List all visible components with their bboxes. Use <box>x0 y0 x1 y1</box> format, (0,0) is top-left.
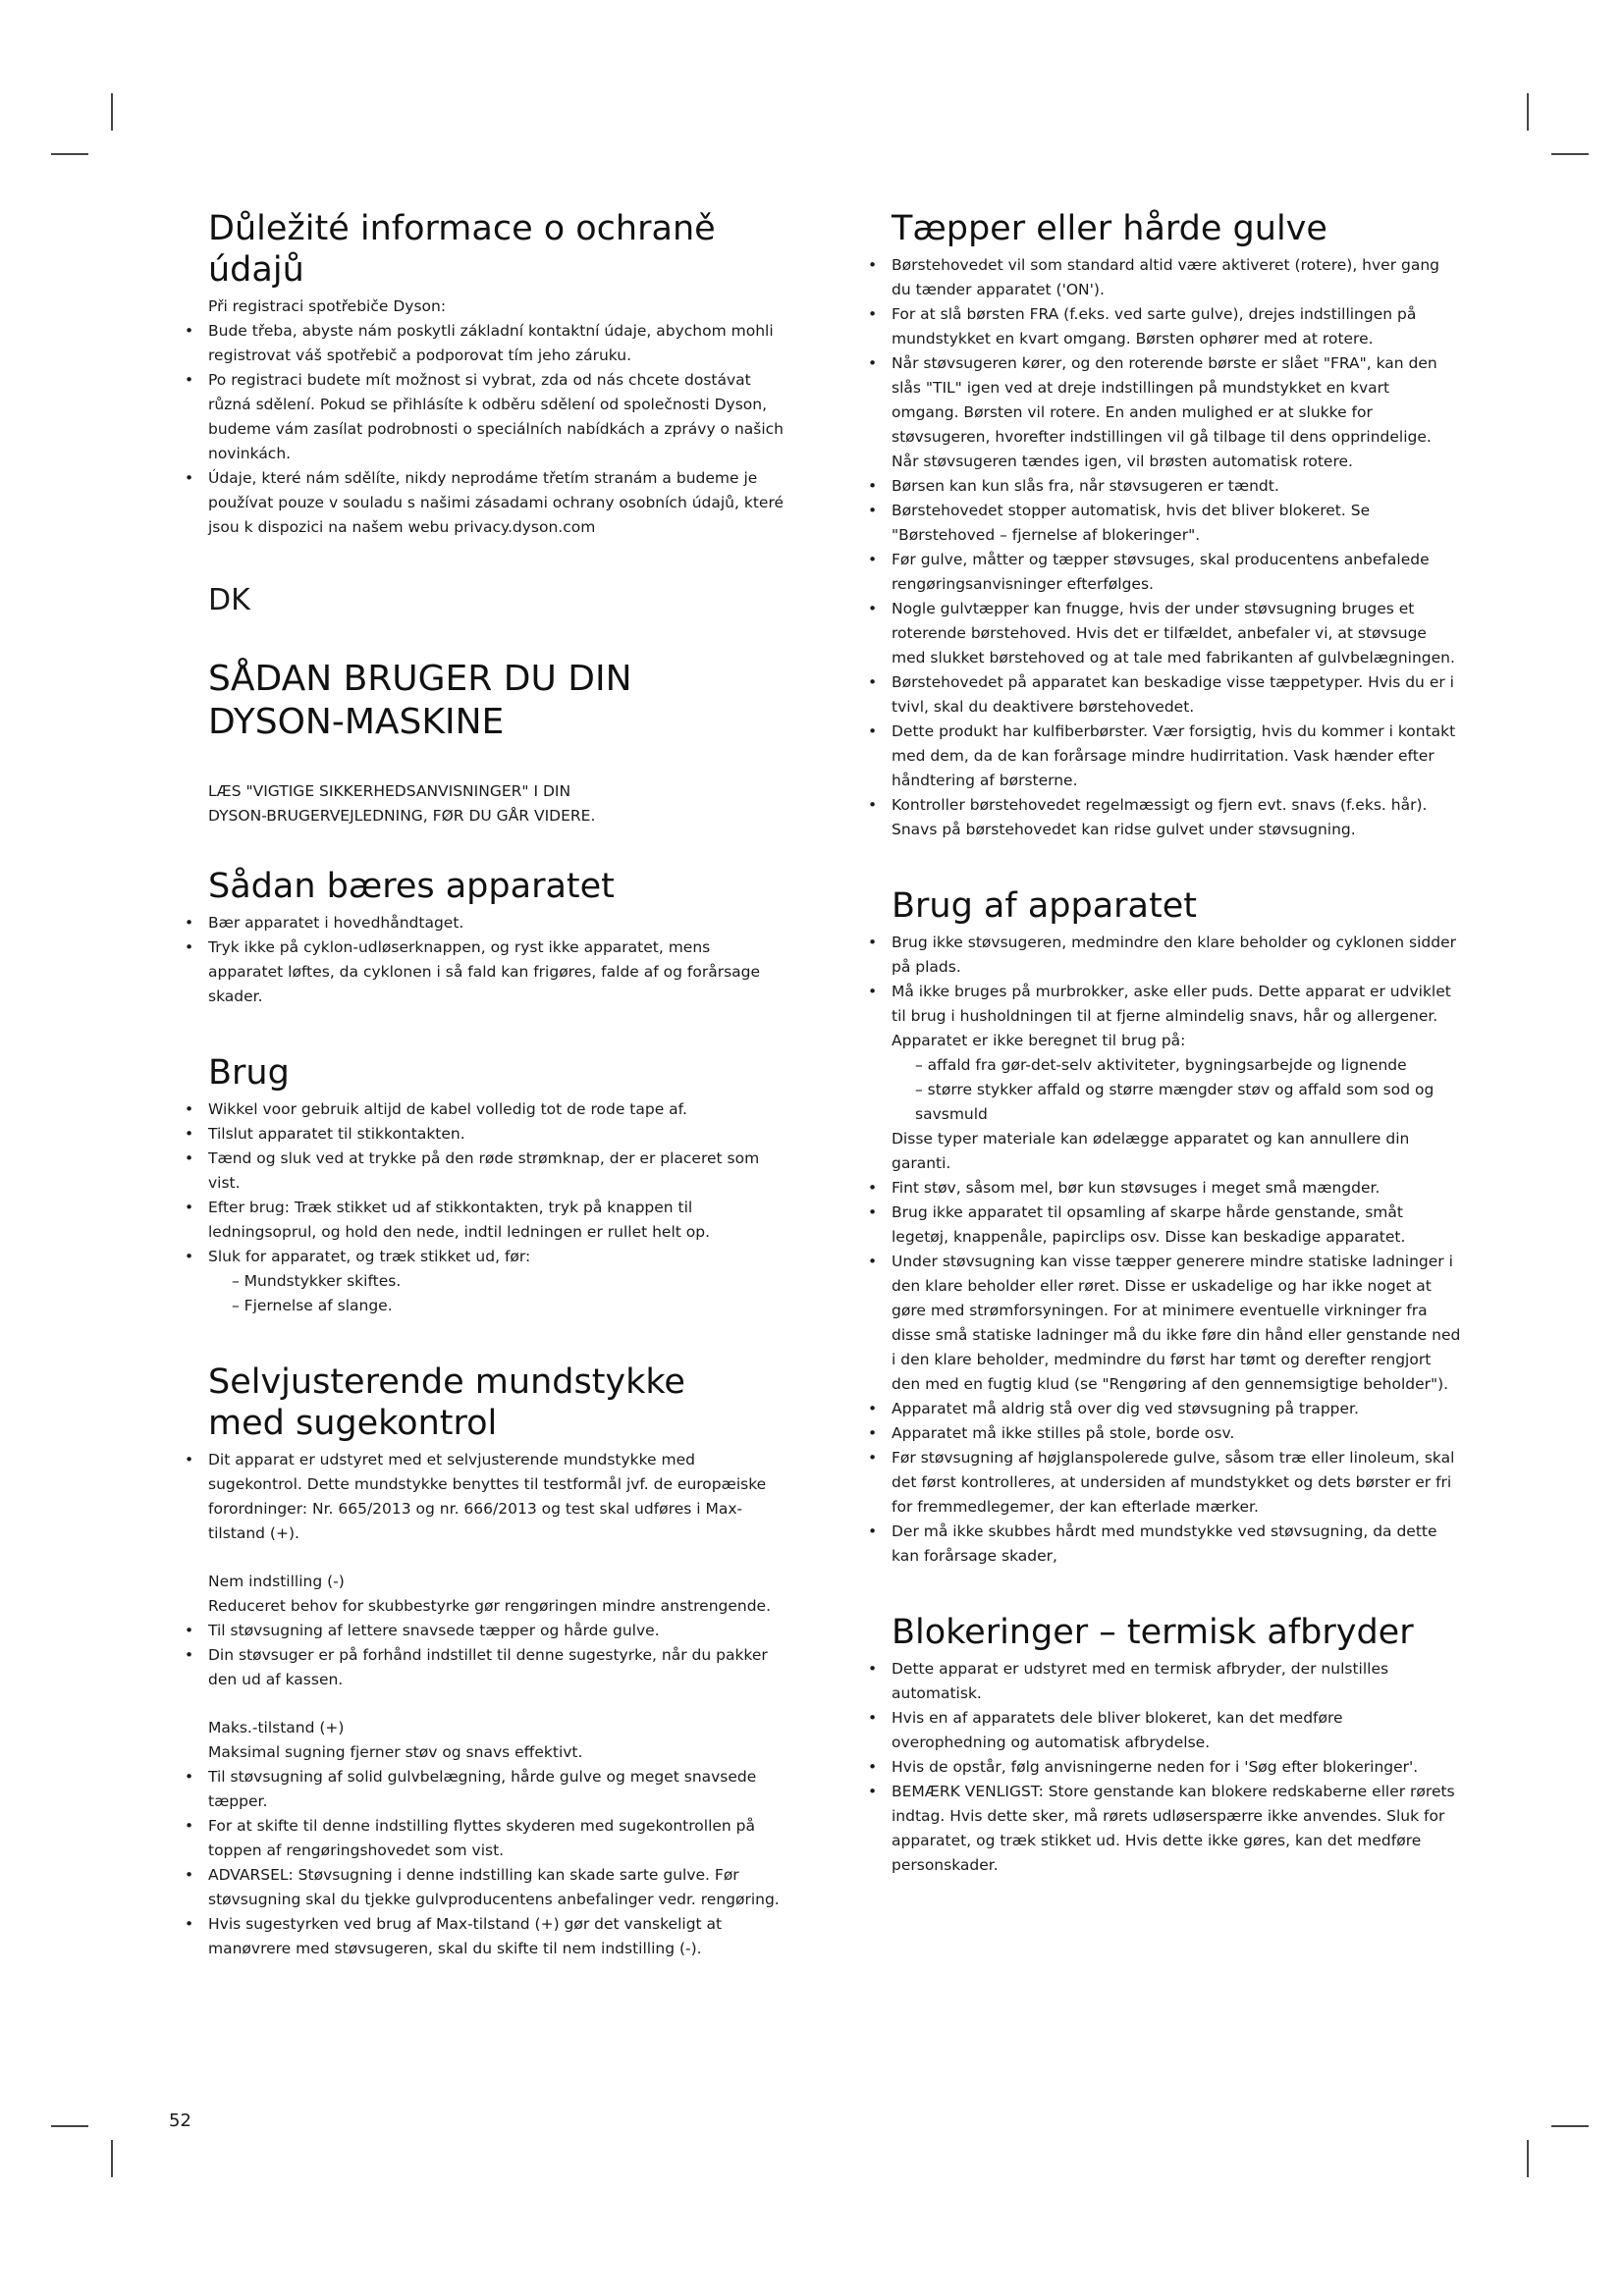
right-column <box>852 208 1461 1878</box>
list-item: • Børstehovedet stopper automatisk, hvis det bliver blokeret. Se "Børstehoved – fjernelse af blokeringer". <box>852 499 1461 548</box>
blockages-title: Blokeringer – termisk afbryder <box>892 1613 1414 1652</box>
list-item: • Apparatet må aldrig stå over dig ved støvsugning på trapper. <box>852 1397 1461 1421</box>
crop-mark <box>1527 93 1529 131</box>
list-item: • Må ikke bruges på murbrokker, aske eller puds. Dette apparat er udviklet til brug i husholdningen til at fjerne almindelig snavs, hår og allergener. Apparatet er ikke beregnet til brug på: <box>852 980 1461 1053</box>
appliance-use-list-more <box>852 1176 1461 1569</box>
carry-list <box>169 911 787 1009</box>
crop-mark <box>1527 2140 1529 2177</box>
safety-warning <box>208 779 787 828</box>
max-mode-text: Maksimal sugning fjerner støv og snavs effektivt. <box>208 1743 583 1761</box>
title-line: med sugekontrol <box>208 1404 498 1443</box>
blockages-list <box>852 1657 1461 1878</box>
sub-item: – affald fra gør-det-selv aktiviteter, bygningsarbejde og lignende <box>915 1056 1407 1074</box>
crop-mark <box>111 2140 113 2177</box>
warning-line: DYSON-BRUGERVEJLEDNING, FØR DU GÅR VIDERE. <box>208 807 596 825</box>
low-mode-text: Reduceret behov for skubbestyrke gør rengøringen mindre anstrengende. <box>208 1597 772 1615</box>
list-item: • Der må ikke skubbes hårdt med mundstykke ved støvsugning, da dette kan forårsage skader, <box>852 1520 1461 1569</box>
use-section <box>169 1052 787 1318</box>
self-adjusting-section <box>169 1362 787 1961</box>
privacy-section <box>169 208 787 540</box>
list-item: • For at slå børsten FRA (f.eks. ved sarte gulve), drejes indstillingen på mundstykket en kvart omgang. Børsten ophører med at rotere. <box>852 302 1461 351</box>
list-item: • Børstehovedet på apparatet kan beskadige visse tæppetyper. Hvis du er i tvivl, skal du deaktivere børstehovedet. <box>852 670 1461 720</box>
appliance-use-list <box>852 931 1461 1053</box>
list-item: • Dette apparat er udstyret med en termisk afbryder, der nulstilles automatisk. <box>852 1657 1461 1706</box>
list-item: • Dit apparat er udstyret med et selvjusterende mundstykke med sugekontrol. Dette mundstykke benyttes til testformål jvf. de europæiske forordninger: Nr. 665/2013 og nr. 666/2013 og test skal udføres i Max-tilstand (+). <box>169 1448 787 1546</box>
low-mode-list <box>169 1619 787 1692</box>
max-mode-list <box>169 1765 787 1961</box>
low-mode-heading: Nem indstilling (-) <box>208 1573 345 1590</box>
list-item: • Til støvsugning af solid gulvbelægning, hårde gulve og meget snavsede tæpper. <box>169 1765 787 1814</box>
list-item: • Din støvsuger er på forhånd indstillet til denne sugestyrke, når du pakker den ud af kassen. <box>169 1643 787 1692</box>
main-title <box>208 658 787 744</box>
list-item: • Nogle gulvtæpper kan fnugge, hvis der under støvsugning bruges et roterende børstehoved. Hvis det er tilfældet, anbefaler vi, at støvsuge med slukket børstehoved og at tale med fabrikanten af gulvbelægningen. <box>852 597 1461 670</box>
carpets-section <box>852 208 1461 842</box>
list-item: • Under støvsugning kan visse tæpper generere mindre statiske ladninger i den klare beholder eller røret. Disse er uskadelige og har ikke noget at gøre med strømforsyningen. For at minimere eventuelle virkninger fra disse små statiske ladninger må du ikke føre din hånd eller genstande ned i den klare beholder, medmindre du først har tømt og derefter rengjort den med en fugtig klud (se "Rengøring af den gennemsigtige beholder"). <box>852 1250 1461 1397</box>
list-item: • Údaje, které nám sdělíte, nikdy neprodáme třetím stranám a budeme je používat pouze v souladu s našimi zásadami ochrany osobních údajů, které jsou k dispozici na našem webu privacy.dyson.com <box>169 466 787 540</box>
list-item: • Før gulve, måtter og tæpper støvsuges, skal producentens anbefalede rengøringsanvisninger efterfølges. <box>852 548 1461 597</box>
list-item: • Før støvsugning af højglanspolerede gulve, såsom træ eller linoleum, skal det først kontrolleres, at undersiden af mundstykket og dets børster er fri for fremmedlegemer, der kan efterlade mærker. <box>852 1446 1461 1520</box>
list-item: • Wikkel voor gebruik altijd de kabel volledig tot de rode tape af. <box>169 1097 787 1122</box>
privacy-title: Důležité informace o ochraně údajů <box>208 209 716 290</box>
country-code: DK <box>208 583 250 617</box>
crop-mark <box>51 2125 88 2127</box>
use-title: Brug <box>208 1053 290 1093</box>
list-item: • Efter brug: Træk stikket ud af stikkontakten, tryk på knappen til ledningsoprul, og hold den nede, indtil ledningen er rullet helt op. <box>169 1196 787 1245</box>
list-item: • Sluk for apparatet, og træk stikket ud, før: <box>169 1245 787 1269</box>
self-adjusting-list <box>169 1448 787 1546</box>
page-number: 52 <box>169 2110 191 2131</box>
list-item: • Til støvsugning af lettere snavsede tæpper og hårde gulve. <box>169 1619 787 1643</box>
title-line: Selvjusterende mundstykke <box>208 1362 685 1402</box>
list-item: • Hvis de opstår, følg anvisningerne neden for i 'Søg efter blokeringer'. <box>852 1755 1461 1780</box>
list-item: • Brug ikke apparatet til opsamling af skarpe hårde genstande, småt legetøj, knappenåle, papirclips osv. Disse kan beskadige apparatet. <box>852 1201 1461 1250</box>
note-text: Disse typer materiale kan ødelægge apparatet og kan annullere din garanti. <box>892 1130 1410 1172</box>
crop-mark <box>1551 153 1589 155</box>
list-item: • Børstehovedet vil som standard altid være aktiveret (rotere), hver gang du tænder apparatet ('ON'). <box>852 253 1461 302</box>
list-item: • ADVARSEL: Støvsugning i denne indstilling kan skade sarte gulve. Før støvsugning skal du tjekke gulvproducentens anbefalinger vedr. rengøring. <box>169 1863 787 1912</box>
max-mode-heading: Maks.-tilstand (+) <box>208 1719 345 1736</box>
main-title-line: DYSON-MASKINE <box>208 702 505 742</box>
list-item: • Børsen kan kun slås fra, når støvsugeren er tændt. <box>852 474 1461 499</box>
crop-mark <box>111 93 113 131</box>
carpets-title: Tæpper eller hårde gulve <box>892 209 1327 248</box>
list-item: • Po registraci budete mít možnost si vybrat, zda od nás chcete dostávat různá sdělení. Pokud se přihlásíte k odběru sdělení od společnosti Dyson, budeme vám zasílat podrobnosti o speciálních nabídkách a zprávy o našich novinkách. <box>169 368 787 466</box>
list-item: • Apparatet må ikke stilles på stole, borde osv. <box>852 1421 1461 1446</box>
carpets-list <box>852 253 1461 842</box>
sub-item: – større stykker affald og større mængder støv og affald som sod og savsmuld <box>915 1081 1435 1123</box>
list-item: • Dette produkt har kulfiberbørster. Vær forsigtig, hvis du kommer i kontakt med dem, da de kan forårsage mindre hudirritation. Vask hænder efter håndtering af børsterne. <box>852 720 1461 793</box>
list-item: • Hvis en af apparatets dele bliver blokeret, kan det medføre overophedning og automatisk afbrydelse. <box>852 1706 1461 1755</box>
carry-section <box>169 866 787 1009</box>
blockages-section <box>852 1612 1461 1878</box>
left-column <box>169 208 787 1961</box>
appliance-use-title: Brug af apparatet <box>892 886 1197 926</box>
list-item: • Når støvsugeren kører, og den roterende børste er slået "FRA", kan den slås "TIL" igen ved at dreje indstillingen på mundstykket en kvart omgang. Børsten vil rotere. En anden mulighed er at slukke for støvsugeren, hvorefter indstillingen vil gå tilbage til dens opprindelige. Når støvsugeren tændes igen, vil brøsten automatisk rotere. <box>852 351 1461 474</box>
privacy-list <box>169 319 787 540</box>
sub-item: – Mundstykker skiftes. <box>232 1272 402 1290</box>
crop-mark <box>1551 2125 1589 2127</box>
list-item: • Bude třeba, abyste nám poskytli základní kontaktní údaje, abychom mohli registrovat váš spotřebič a podporovat tím jeho záruku. <box>169 319 787 368</box>
main-title-line: SÅDAN BRUGER DU DIN <box>208 659 632 699</box>
list-item: • Tryk ikke på cyklon-udløserknappen, og ryst ikke apparatet, mens apparatet løftes, da cyklonen i så fald kan frigøres, falde af og forårsage skader. <box>169 935 787 1009</box>
list-item: • Tilslut apparatet til stikkontakten. <box>169 1122 787 1147</box>
crop-mark <box>51 153 88 155</box>
list-item: • Hvis sugestyrken ved brug af Max-tilstand (+) gør det vanskeligt at manøvrere med støvsugeren, skal du skifte til nem indstilling (-). <box>169 1912 787 1961</box>
list-item: • Fint støv, såsom mel, bør kun støvsuges i meget små mængder. <box>852 1176 1461 1201</box>
list-item: • BEMÆRK VENLIGST: Store genstande kan blokere redskaberne eller rørets indtag. Hvis dette sker, må rørets udløserspærre ikke anvendes. Sluk for apparatet, og træk stikket ud. Hvis dette ikke gøres, kan det medføre personskader. <box>852 1780 1461 1878</box>
list-item: • For at skifte til denne indstilling flyttes skyderen med sugekontrollen på toppen af rengøringshovedet som vist. <box>169 1814 787 1863</box>
use-list <box>169 1097 787 1269</box>
appliance-use-section <box>852 885 1461 1569</box>
list-item: • Tænd og sluk ved at trykke på den røde strømknap, der er placeret som vist. <box>169 1147 787 1196</box>
carry-title: Sådan bæres apparatet <box>208 867 615 906</box>
list-item: • Bær apparatet i hovedhåndtaget. <box>169 911 787 935</box>
privacy-intro: Při registraci spotřebiče Dyson: <box>208 297 447 315</box>
list-item: • Brug ikke støvsugeren, medmindre den klare beholder og cyklonen sidder på plads. <box>852 931 1461 980</box>
self-adjusting-title <box>208 1362 787 1444</box>
list-item: • Kontroller børstehovedet regelmæssigt og fjern evt. snavs (f.eks. hår). Snavs på børstehovedet kan ridse gulvet under støvsugning. <box>852 793 1461 842</box>
sub-item: – Fjernelse af slange. <box>232 1297 393 1314</box>
warning-line: LÆS "VIGTIGE SIKKERHEDSANVISNINGER" I DIN <box>208 782 571 800</box>
